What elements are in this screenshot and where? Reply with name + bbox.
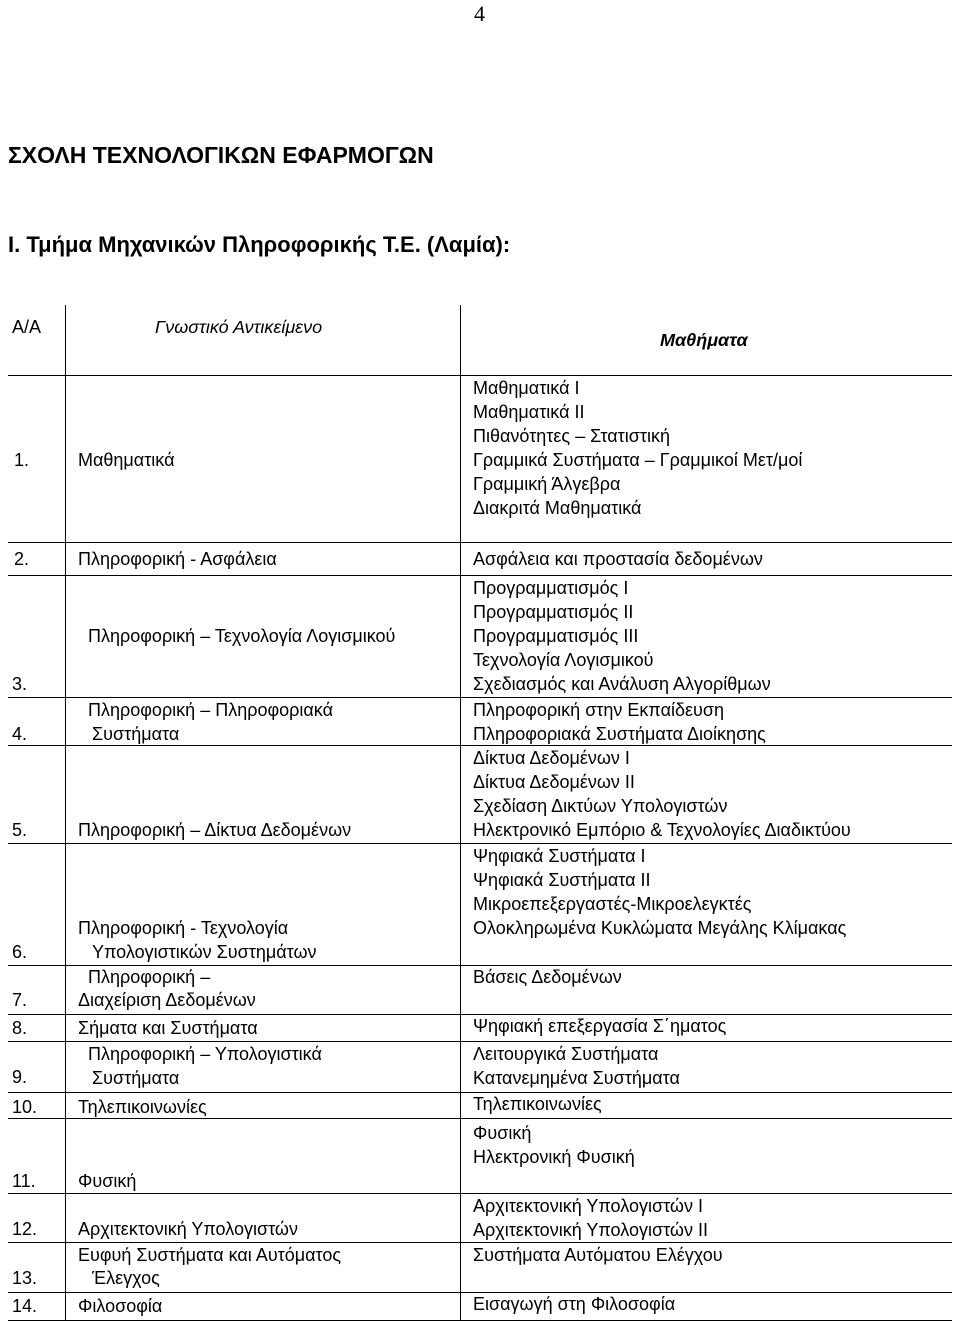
- row-course: Αρχιτεκτονική Υπολογιστών I: [473, 1196, 703, 1216]
- row-subject: Σήματα και Συστήματα: [78, 1018, 258, 1038]
- row-subject: Έλεγχος: [92, 1268, 160, 1288]
- row-index: 1.: [14, 450, 30, 470]
- row-course: Δίκτυα Δεδομένων I: [473, 748, 630, 768]
- row-course: Ηλεκτρονικό Εμπόριο & Τεχνολογίες Διαδικτύου: [473, 820, 851, 840]
- row-subject: Τηλεπικοινωνίες: [78, 1097, 207, 1117]
- row-subject: Πληροφορική - Ασφάλεια: [78, 549, 277, 569]
- row-course: Ψηφιακά Συστήματα II: [473, 870, 651, 890]
- header-courses: Μαθήματα: [660, 330, 748, 350]
- row-course: Εισαγωγή στη Φιλοσοφία: [473, 1294, 676, 1314]
- row-course: Μικροεπεξεργαστές-Μικροελεγκτές: [473, 894, 752, 914]
- row-divider: [8, 542, 952, 543]
- row-course: Λειτουργικά Συστήματα: [473, 1044, 659, 1064]
- row-index: 12.: [12, 1219, 38, 1239]
- row-divider: [8, 1320, 952, 1321]
- row-index: 7.: [12, 990, 28, 1010]
- row-index: 6.: [12, 942, 28, 962]
- row-subject: Πληροφορική – Υπολογιστικά: [88, 1044, 322, 1064]
- row-subject: Ευφυή Συστήματα και Αυτόματος: [78, 1245, 342, 1265]
- row-course: Μαθηματικά II: [473, 402, 585, 422]
- column-divider: [65, 305, 66, 1320]
- header-index: Α/Α: [12, 317, 42, 337]
- row-course: Προγραμματισμός III: [473, 626, 639, 646]
- row-index: 3.: [12, 674, 28, 694]
- row-subject: Πληροφορική – Πληροφοριακά: [88, 700, 333, 720]
- row-course: Τηλεπικοινωνίες: [473, 1094, 602, 1114]
- row-course: Πληροφοριακά Συστήματα Διοίκησης: [473, 724, 766, 744]
- row-course: Ηλεκτρονική Φυσική: [473, 1147, 635, 1167]
- row-course: Μαθηματικά I: [473, 378, 580, 398]
- school-title: ΣΧΟΛΗ ΤΕΧΝΟΛΟΓΙΚΩΝ ΕΦΑΡΜΟΓΩΝ: [8, 142, 434, 168]
- row-course: Ασφάλεια και προστασία δεδομένων: [473, 549, 763, 569]
- row-index: 14.: [12, 1296, 38, 1316]
- row-subject: Πληροφορική - Τεχνολογία: [78, 918, 289, 938]
- row-course: Ολοκληρωμένα Κυκλώματα Μεγάλης Κλίμακας: [473, 918, 847, 938]
- row-course: Τεχνολογία Λογισμικού: [473, 650, 654, 670]
- row-subject: Πληροφορική – Δίκτυα Δεδομένων: [78, 820, 352, 840]
- header-subject: Γνωστικό Αντικείμενο: [155, 317, 323, 337]
- row-subject: Συστήματα: [92, 1068, 180, 1088]
- row-course: Σχεδιασμός και Ανάλυση Αλγορίθμων: [473, 674, 771, 694]
- row-subject: Πληροφορική – Τεχνολογία Λογισμικού: [88, 626, 396, 646]
- row-subject: Διαχείριση Δεδομένων: [78, 990, 256, 1010]
- row-course: Πληροφορική στην Εκπαίδευση: [473, 700, 725, 720]
- row-course: Διακριτά Μαθηματικά: [473, 498, 642, 518]
- row-index: 13.: [12, 1268, 38, 1288]
- column-divider: [460, 305, 461, 1320]
- row-course: Κατανεμημένα Συστήματα: [473, 1068, 680, 1088]
- row-course: Φυσική: [473, 1123, 532, 1143]
- row-course: Προγραμματισμός I: [473, 578, 629, 598]
- department-title: I. Τμήμα Μηχανικών Πληροφορικής Τ.Ε. (Λαμία):: [8, 232, 511, 257]
- row-subject: Μαθηματικά: [78, 450, 175, 470]
- row-subject: Φιλοσοφία: [78, 1296, 163, 1316]
- row-course: Γραμμική Άλγεβρα: [473, 474, 621, 494]
- row-course: Δίκτυα Δεδομένων II: [473, 772, 635, 792]
- row-subject: Υπολογιστικών Συστημάτων: [92, 942, 317, 962]
- row-course: Πιθανότητες – Στατιστική: [473, 426, 670, 446]
- row-course: Συστήματα Αυτόματου Ελέγχου: [473, 1245, 723, 1265]
- row-subject: Συστήματα: [92, 724, 180, 744]
- row-index: 8.: [12, 1018, 28, 1038]
- row-subject: Πληροφορική –: [88, 967, 211, 987]
- row-index: 9.: [12, 1067, 28, 1087]
- row-course: Σχεδίαση Δικτύων Υπολογιστών: [473, 796, 728, 816]
- page-number: 4: [474, 1, 485, 26]
- row-subject: Φυσική: [78, 1171, 137, 1191]
- row-course: Βάσεις Δεδομένων: [473, 967, 622, 987]
- row-index: 4.: [12, 724, 28, 744]
- row-course: Ψηφιακή επεξεργασία Σ΄ηματος: [473, 1016, 727, 1036]
- row-course: Προγραμματισμός II: [473, 602, 634, 622]
- row-index: 5.: [12, 820, 28, 840]
- row-index: 2.: [14, 549, 30, 569]
- row-subject: Αρχιτεκτονική Υπολογιστών: [78, 1219, 298, 1239]
- row-index: 10.: [12, 1097, 38, 1117]
- row-index: 11.: [12, 1171, 36, 1191]
- row-course: Γραμμικά Συστήματα – Γραμμικοί Μετ/μοί: [473, 450, 803, 470]
- row-course: Αρχιτεκτονική Υπολογιστών II: [473, 1220, 708, 1240]
- row-course: Ψηφιακά Συστήματα I: [473, 846, 646, 866]
